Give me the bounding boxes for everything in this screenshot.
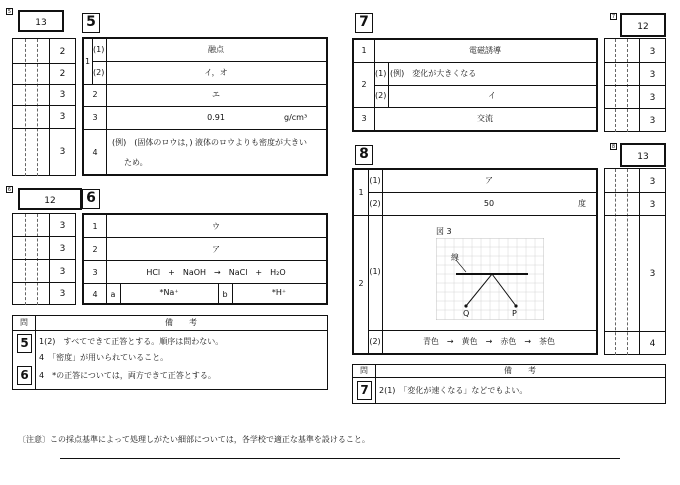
notes-left-table: [12, 315, 328, 390]
figure-3-p-label: P: [512, 309, 517, 318]
figure-3-diagram: [436, 238, 544, 320]
score-8-2-2: 4: [649, 339, 656, 349]
score-column-8: [604, 168, 666, 355]
notes-left-6: 6: [17, 366, 32, 385]
score-5-4: 3: [59, 147, 66, 157]
s7-q3: 3: [361, 114, 367, 123]
s5-q1-sub2: (2): [93, 68, 105, 77]
notes-right-h-q: 問: [360, 366, 368, 375]
s5-ans2: イ，オ: [204, 68, 228, 77]
score-tag-5: 5: [7, 9, 12, 15]
score-5-1-2: 2: [59, 69, 66, 79]
s7-q2-sub2: (2): [375, 91, 387, 100]
s8-q2: 2: [358, 279, 364, 288]
notes-left-h-note: 備 考: [165, 318, 197, 327]
score-total-7: [620, 13, 666, 37]
s5-q1: 1: [85, 57, 91, 66]
score-6-4: 3: [59, 289, 66, 299]
score-8-2-1: 3: [649, 269, 656, 279]
score-total-5-value: 13: [35, 18, 47, 28]
figure-3-point-p: [514, 304, 517, 307]
notes-left-5: 5: [17, 334, 32, 353]
s6-q1: 1: [92, 222, 98, 231]
figure-3-point-q: [464, 304, 467, 307]
s8-unit: 度: [578, 199, 586, 208]
s6-ans3: HCl + NaOH → NaCl + H₂O: [146, 268, 286, 277]
score-tag-6: 6: [7, 187, 12, 193]
score-6-2: 3: [59, 244, 66, 254]
s5-unit: g/cm³: [284, 113, 308, 122]
s8-ans4: 青色 → 黄色 → 赤色 → 茶色: [422, 337, 556, 346]
score-column-6: [12, 213, 76, 305]
s5-q2: 2: [92, 90, 98, 99]
score-tag-8: 8: [611, 144, 616, 150]
notes-left-line1: 1(2) すべてできて正答とする。順序は問わない。: [39, 337, 224, 346]
notes-right-line1: 2(1) 「変化が速くなる」などでもよい。: [379, 386, 528, 395]
score-8-1-2: 3: [649, 200, 656, 210]
s6-q2: 2: [92, 245, 98, 254]
section-8-table: [352, 168, 598, 355]
score-column-7: [604, 38, 666, 132]
notes-right-7: 7: [357, 381, 372, 400]
s6-b-label: b: [222, 290, 228, 299]
section-6-table: [82, 213, 328, 305]
section-6-number: 6: [82, 189, 100, 209]
score-7-1: 3: [649, 47, 656, 57]
score-tag-7: 7: [611, 14, 616, 20]
s8-ans2: 50: [483, 199, 495, 208]
notes-left-line2: 4 「密度」が用いられていること。: [39, 353, 169, 362]
score-6-3: 3: [59, 267, 66, 277]
s7-ans2: (例) 変化が大きくなる: [390, 69, 477, 78]
section-8-number: 8: [355, 145, 373, 165]
s8-q1-sub2: (2): [369, 199, 381, 208]
score-6-1: 3: [59, 221, 66, 231]
s6-q3: 3: [92, 268, 98, 277]
score-8-1-1: 3: [649, 177, 656, 187]
score-5-3: 3: [59, 112, 66, 122]
s8-q1-sub1: (1): [369, 176, 381, 185]
notes-left-h-q: 問: [20, 318, 28, 327]
section-5-number: 5: [82, 13, 100, 33]
notes-right-table: [352, 364, 666, 404]
s7-q2: 2: [361, 80, 367, 89]
score-total-6: [18, 188, 82, 210]
score-total-8-value: 13: [637, 152, 649, 162]
s6-b-ans: *H⁺: [271, 288, 287, 297]
s8-q1: 1: [358, 188, 364, 197]
bottom-rule: [60, 458, 620, 459]
score-7-3: 3: [649, 116, 656, 126]
notes-left-line3: 4 *の正答については，両方できて正答とする。: [39, 371, 216, 380]
s7-q1: 1: [361, 46, 367, 55]
score-5-2: 3: [59, 90, 66, 100]
section-7-table: [352, 38, 598, 132]
s8-ans1: ア: [485, 176, 493, 185]
s6-q4: 4: [92, 290, 98, 299]
s7-q2-sub1: (1): [375, 69, 387, 78]
s7-ans1: 電磁誘導: [469, 46, 501, 55]
score-total-7-value: 12: [637, 22, 649, 32]
s8-q2-sub2: (2): [369, 337, 381, 346]
score-total-8: [620, 143, 666, 167]
section-7-number: 7: [355, 13, 373, 33]
footer-note: 〔注意〕この採点基準によって処理しがたい細部については，各学校で適正な基準を設けること。: [18, 435, 370, 444]
s6-ans2: ア: [212, 245, 220, 254]
s6-a-ans: *Na⁺: [159, 288, 179, 297]
s8-q2-sub1: (1): [369, 267, 381, 276]
s5-ans1: 融点: [208, 45, 224, 54]
score-7-2-2: 3: [649, 93, 656, 103]
s5-q3: 3: [92, 113, 98, 122]
s5-ans3: エ: [212, 90, 220, 99]
s6-a-label: a: [110, 290, 116, 299]
score-5-1-1: 2: [59, 47, 66, 57]
s5-ans5-line1: (例) (固体のロウは，) 液体のロウよりも密度が大きい: [112, 138, 308, 147]
score-total-6-value: 12: [44, 196, 56, 206]
s5-q1-sub1: (1): [93, 45, 105, 54]
s7-ans3: イ: [488, 91, 496, 100]
s5-q4: 4: [92, 148, 98, 157]
score-total-5: [18, 10, 64, 32]
figure-3-title: 図 3: [436, 227, 452, 236]
figure-3-q-label: Q: [463, 309, 470, 318]
score-7-2-1: 3: [649, 70, 656, 80]
notes-right-h-note: 備 考: [504, 366, 536, 375]
s5-ans5-line2: ため。: [124, 158, 148, 167]
s5-ans4: 0.91: [207, 113, 225, 122]
s6-ans1: ウ: [212, 222, 220, 231]
score-column-5: [12, 38, 76, 176]
figure-3-line-label: 線: [451, 253, 459, 262]
s7-ans4: 交流: [477, 114, 493, 123]
section-5-table: [82, 37, 328, 176]
